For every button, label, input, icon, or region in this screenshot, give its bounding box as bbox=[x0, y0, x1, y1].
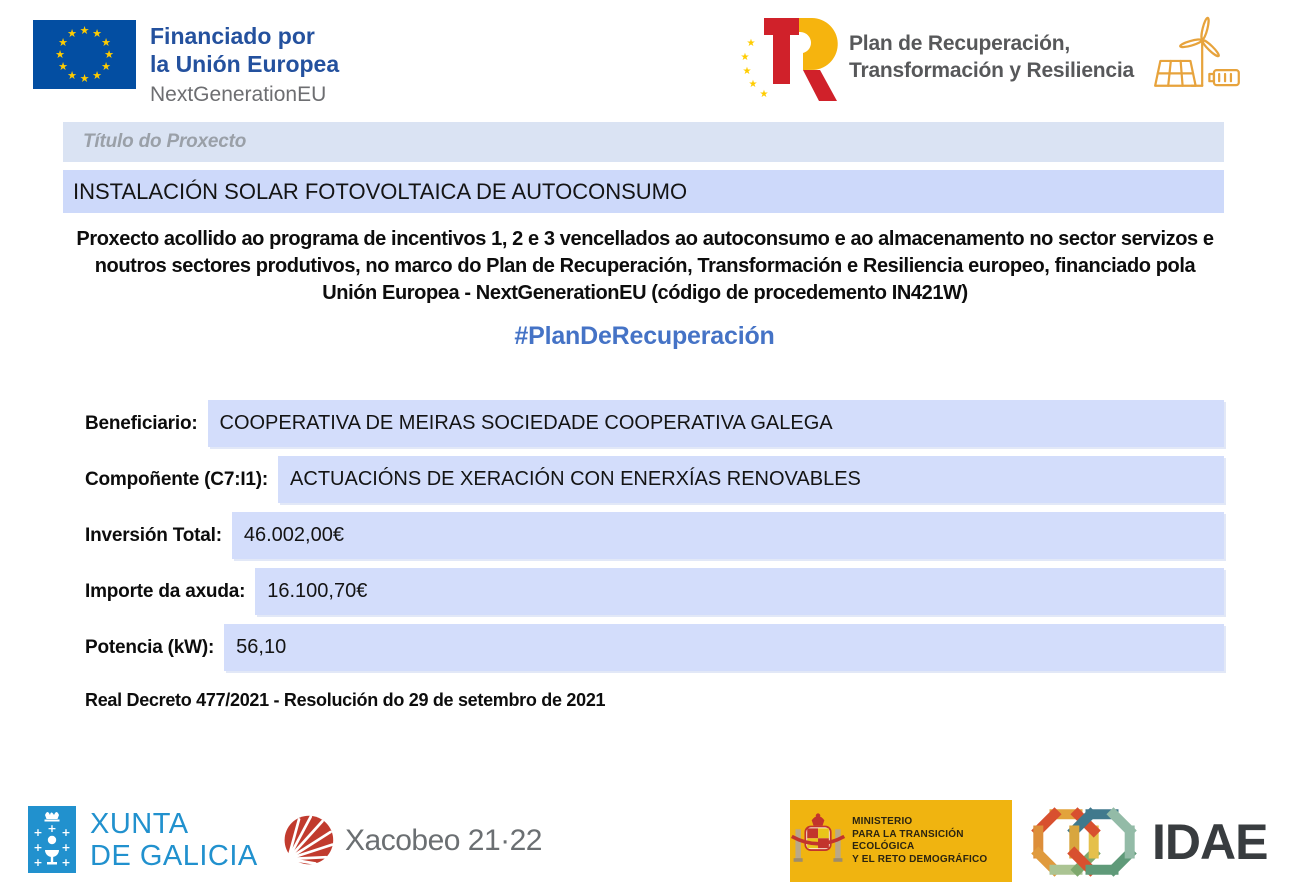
ministerio-line2: PARA LA TRANSICIÓN ECOLÓGICA bbox=[852, 828, 964, 852]
renewables-illustration bbox=[1146, 4, 1244, 117]
idae-logo-icon bbox=[1028, 798, 1140, 886]
field-value: 56,10 bbox=[224, 624, 1224, 671]
recovery-plan-hashtag: #PlanDeRecuperación bbox=[514, 322, 775, 350]
svg-text:+: + bbox=[61, 856, 71, 869]
project-title-label-banner bbox=[63, 122, 1224, 162]
svg-text:★: ★ bbox=[79, 24, 90, 37]
svg-text:★: ★ bbox=[58, 36, 68, 49]
xacobeo-shell-icon bbox=[281, 812, 335, 870]
project-description: Proxecto acollido ao programa de incentivos 1, 2 e 3 vencellados ao autoconsumo e ao almacenamento no sector servizos e noutros sectores produtivos, no marco do Plan de Recuperación, Transformación e Resiliencia europeo, financiado pola Unión Europea - NextGenerationEU (código de procedemento IN421W) bbox=[76, 228, 1214, 304]
svg-text:★: ★ bbox=[67, 69, 77, 82]
svg-text:★: ★ bbox=[759, 89, 769, 100]
field-value: ACTUACIÓNS DE XERACIÓN CON ENERXÍAS RENOVABLES bbox=[278, 456, 1224, 503]
project-title: INSTALACIÓN SOLAR FOTOVOLTAICA DE AUTOCONSUMO bbox=[73, 178, 688, 204]
eu-funding-line3: NextGenerationEU bbox=[150, 83, 327, 106]
svg-text:+: + bbox=[61, 841, 71, 854]
svg-text:★: ★ bbox=[79, 72, 90, 85]
svg-text:★: ★ bbox=[748, 79, 758, 90]
field-label: Compoñente (C7:I1): bbox=[85, 468, 269, 490]
svg-text:★: ★ bbox=[58, 60, 68, 73]
eu-funding-line2: la Unión Europea bbox=[150, 51, 340, 77]
ministerio-line1: MINISTERIO bbox=[852, 816, 913, 827]
svg-text:+: + bbox=[47, 822, 57, 835]
idae-logo bbox=[1028, 798, 1267, 886]
svg-text:+: + bbox=[61, 826, 71, 839]
svg-text:+: + bbox=[33, 841, 43, 854]
decree-note: Real Decreto 477/2021 - Resolución do 29 de setembro de 2021 bbox=[85, 690, 606, 710]
project-title-label: Título do Proxecto bbox=[83, 131, 247, 152]
xunta-line1: XUNTA bbox=[90, 807, 189, 840]
field-value: COOPERATIVA DE MEIRAS SOCIEDADE COOPERATIVA GALEGA bbox=[208, 400, 1225, 447]
prtr-line2: Transformación y Resiliencia bbox=[849, 59, 1135, 82]
eu-flag-icon bbox=[33, 20, 136, 89]
xacobeo-logo bbox=[281, 812, 542, 870]
svg-text:★: ★ bbox=[92, 69, 102, 82]
svg-text:★: ★ bbox=[67, 27, 77, 40]
xunta-emblem-icon bbox=[28, 806, 76, 873]
eu-funding-line1: Financiado por bbox=[150, 23, 315, 49]
spain-coat-of-arms-icon bbox=[790, 806, 846, 876]
svg-text:★: ★ bbox=[104, 48, 114, 61]
idae-label: IDAE bbox=[1152, 814, 1268, 870]
svg-text:★: ★ bbox=[740, 52, 750, 63]
xunta-de-galicia-logo bbox=[28, 806, 258, 873]
xacobeo-label: Xacobeo 21·22 bbox=[345, 824, 542, 857]
field-value: 46.002,00€ bbox=[232, 512, 1224, 559]
ministerio-line3: Y EL RETO DEMOGRÁFICO bbox=[852, 853, 988, 865]
field-label: Importe da axuda: bbox=[85, 580, 246, 602]
svg-text:★: ★ bbox=[92, 27, 102, 40]
project-fields bbox=[85, 400, 1224, 680]
field-row-inversion bbox=[85, 512, 1224, 559]
field-label: Inversión Total: bbox=[85, 524, 222, 546]
svg-text:★: ★ bbox=[101, 60, 111, 73]
xunta-line2: DE GALICIA bbox=[90, 839, 258, 872]
svg-text:★: ★ bbox=[55, 48, 65, 61]
prtr-line1: Plan de Recuperación, bbox=[849, 32, 1071, 55]
svg-text:★: ★ bbox=[746, 38, 756, 49]
field-label: Potencia (kW): bbox=[85, 636, 215, 658]
field-value: 16.100,70€ bbox=[255, 568, 1224, 615]
svg-text:+: + bbox=[33, 856, 43, 869]
project-title-banner bbox=[63, 170, 1224, 213]
field-row-beneficiario bbox=[85, 400, 1224, 447]
eu-funding-logo bbox=[33, 20, 339, 107]
wind-solar-battery-icon bbox=[1146, 4, 1244, 112]
ministerio-logo bbox=[790, 800, 1012, 882]
field-row-potencia bbox=[85, 624, 1224, 671]
prtr-tr-icon bbox=[737, 8, 839, 106]
prtr-logo bbox=[737, 8, 1134, 106]
field-label: Beneficiario: bbox=[85, 412, 198, 434]
svg-text:★: ★ bbox=[101, 36, 111, 49]
field-row-importe bbox=[85, 568, 1224, 615]
svg-text:★: ★ bbox=[742, 66, 752, 77]
svg-text:+: + bbox=[33, 826, 43, 839]
field-row-componente bbox=[85, 456, 1224, 503]
